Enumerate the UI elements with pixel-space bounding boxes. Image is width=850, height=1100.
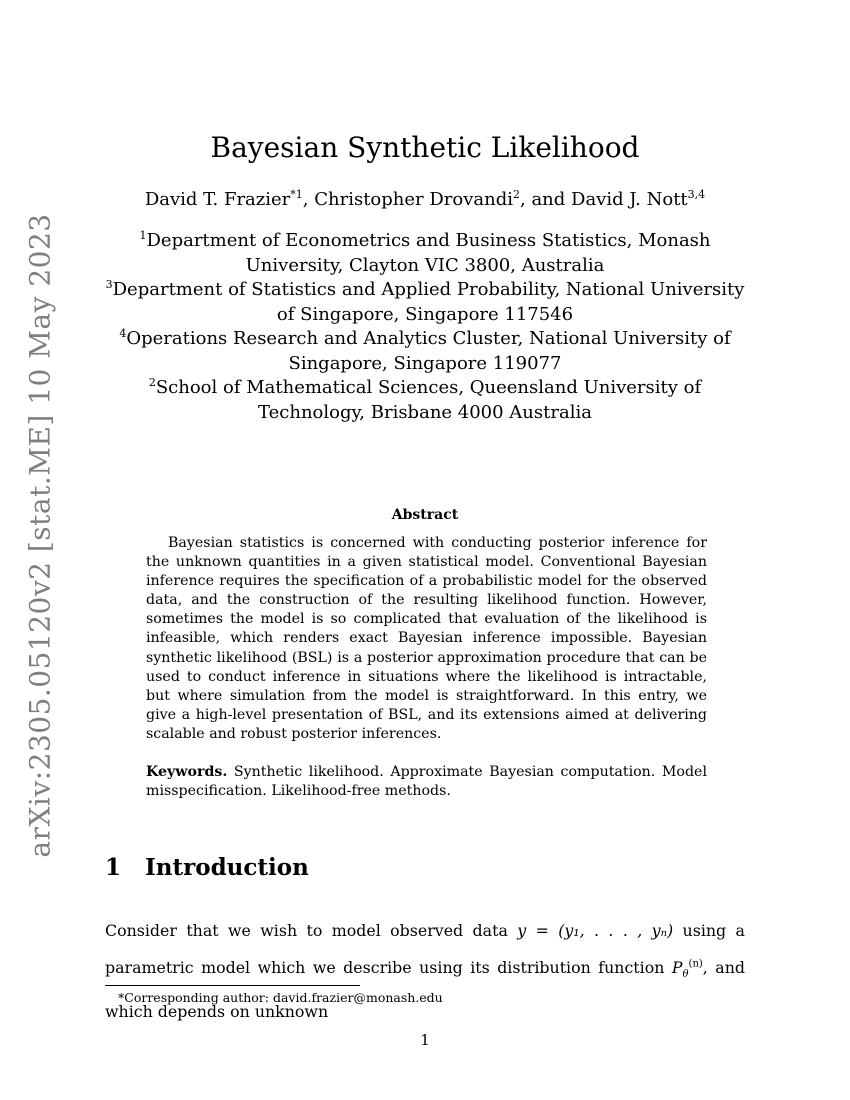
affiliation-sup: 4 [119,327,127,340]
intro-text: using a parametric model which we describe using its distribution function [105,921,745,977]
section-heading [105,854,309,881]
author-frazier-sup: *1 [290,188,303,201]
affiliations [100,229,750,425]
footnote-rule [105,985,360,986]
affiliation-text: Department of Econometrics and Business Statistics, Monash University, Clayton VIC 3800, Australia [146,230,711,276]
affiliation-sup: 1 [139,229,147,242]
intro-text: , and which depends on unknown [105,958,745,1022]
arxiv-stamp [20,212,60,858]
intro-text: Consider that we wish to model observed data [105,921,518,940]
affiliation [100,376,750,425]
keywords-text: Synthetic likelihood. Approximate Bayesian computation. Model misspecification. Likelihood-free methods. [146,764,707,800]
affiliation-sup: 2 [148,376,156,389]
affiliation-text: School of Mathematical Sciences, Queensland University of Technology, Brisbane 4000 Australia [155,377,702,423]
affiliation [100,229,750,278]
author-list [0,189,850,210]
arxiv-id: arXiv:2305.05120v2 [stat.ME] 10 May 2023 [23,212,57,858]
author-drovandi: , Christopher Drovandi [302,189,513,210]
footnote: *Corresponding author: david.frazier@monash.edu [118,990,443,1005]
affiliation [100,327,750,376]
affiliation-sup: 3 [105,278,113,291]
page-number: 1 [420,1031,430,1049]
abstract-body: Bayesian statistics is concerned with conducting posterior inference for the unknown quantities in a given statistical model. Conventional Bayesian inference requires the specification of a probabilistic model for the observed data, and the construction of the resulting likelihood function. However, sometimes the model is so complicated that evaluation of the likelihood is infeasible, which renders exact Bayesian inference impossible. Bayesian synthetic likelihood (BSL) is a posterior approximation procedure that can be used to conduct inference in situations where the likelihood is intractable, but where simulation from the model is straightforward. In this entry, we give a high-level presentation of BSL, and its extensions aimed at delivering scalable and robust posterior inferences. [146,535,707,742]
paper-title: Bayesian Synthetic Likelihood [210,131,640,164]
author-frazier: David T. Frazier [144,189,291,210]
abstract-heading: Abstract [391,507,459,523]
affiliation-text: Operations Research and Analytics Cluster, National University of Singapore, Singapore 119077 [126,328,731,374]
section-title: Introduction [145,854,309,881]
math-distribution-function: $P_\theta^{(n)}$ [671,958,703,981]
affiliation [100,278,750,327]
keywords [146,763,707,801]
affiliation-text: Department of Statistics and Applied Probability, National University of Singapore, Singapore 117546 [112,279,745,325]
math-observed-data: y = (y₁, . . . , yₙ) [517,921,674,940]
author-nott: , and David J. Nott [520,189,688,210]
keywords-label: Keywords. [146,764,228,780]
author-nott-sup: 3,4 [687,188,706,201]
section-number: 1 [105,854,122,881]
intro-paragraph [105,912,745,1030]
author-drovandi-sup: 2 [513,188,520,201]
